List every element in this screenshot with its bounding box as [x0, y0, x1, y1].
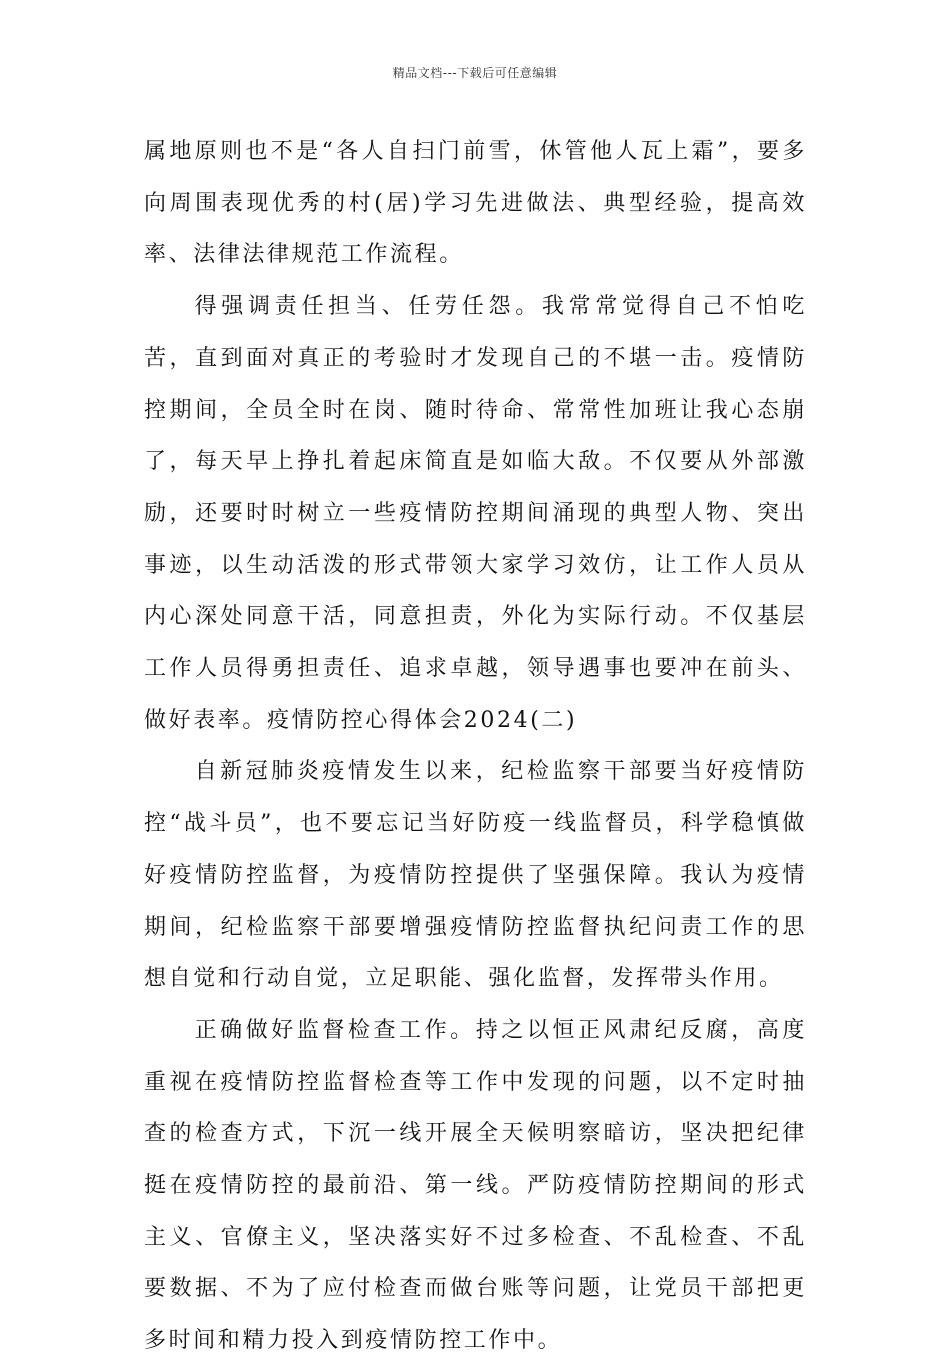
paragraph-responsibility: 得强调责任担当、任劳任怨。我常常觉得自己不怕吃苦，直到面对真正的考验时才发现自己的不堪一击。疫情防控期间，全员全时在岗、随时待命、常常性加班让我心态崩了，每天早上挣扎着起床简直是如临大敌。不仅要从外部激励，还要时时树立一些疫情防控期间涌现的典型人物、突出事迹，以生动活泼的形式带领大家学习效仿，让工作人员从内心深处同意干活，同意担责，外化为实际行动。不仅基层工作人员得勇担责任、追求卓越，领导遇事也要冲在前头、做好表率。疫情防控心得体会2024(二): [144, 294, 807, 733]
page-header: 精品文档---下载后可任意编辑: [392, 66, 558, 80]
paragraph-continuation: 属地原则也不是“各人自扫门前雪，休管他人瓦上霜”，要多向周围表现优秀的村(居)学习先进做法、典型经验，提高效率、法律法律规范工作流程。: [144, 139, 807, 268]
document-body: [144, 126, 807, 1367]
paragraph-supervision-intro: 自新冠肺炎疫情发生以来，纪检监察干部要当好疫情防控“战斗员”，也不要忘记当好防疫一线监督员，科学稳慎做好疫情防控监督，为疫情防控提供了坚强保障。我认为疫情期间，纪检监察干部要增强疫情防控监督执纪问责工作的思想自觉和行动自觉，立足职能、强化监督，发挥带头作用。: [144, 759, 807, 992]
paragraph-inspection-work: 正确做好监督检查工作。持之以恒正风肃纪反腐，高度重视在疫情防控监督检查等工作中发现的问题，以不定时抽查的检查方式，下沉一线开展全天候明察暗访，坚决把纪律挺在疫情防控的最前沿、第一线。严防疫情防控期间的形式主义、官僚主义，坚决落实好不过多检查、不乱检查、不乱要数据、不为了应付检查而做台账等问题，让党员干部把更多时间和精力投入到疫情防控工作中。: [144, 1017, 807, 1354]
